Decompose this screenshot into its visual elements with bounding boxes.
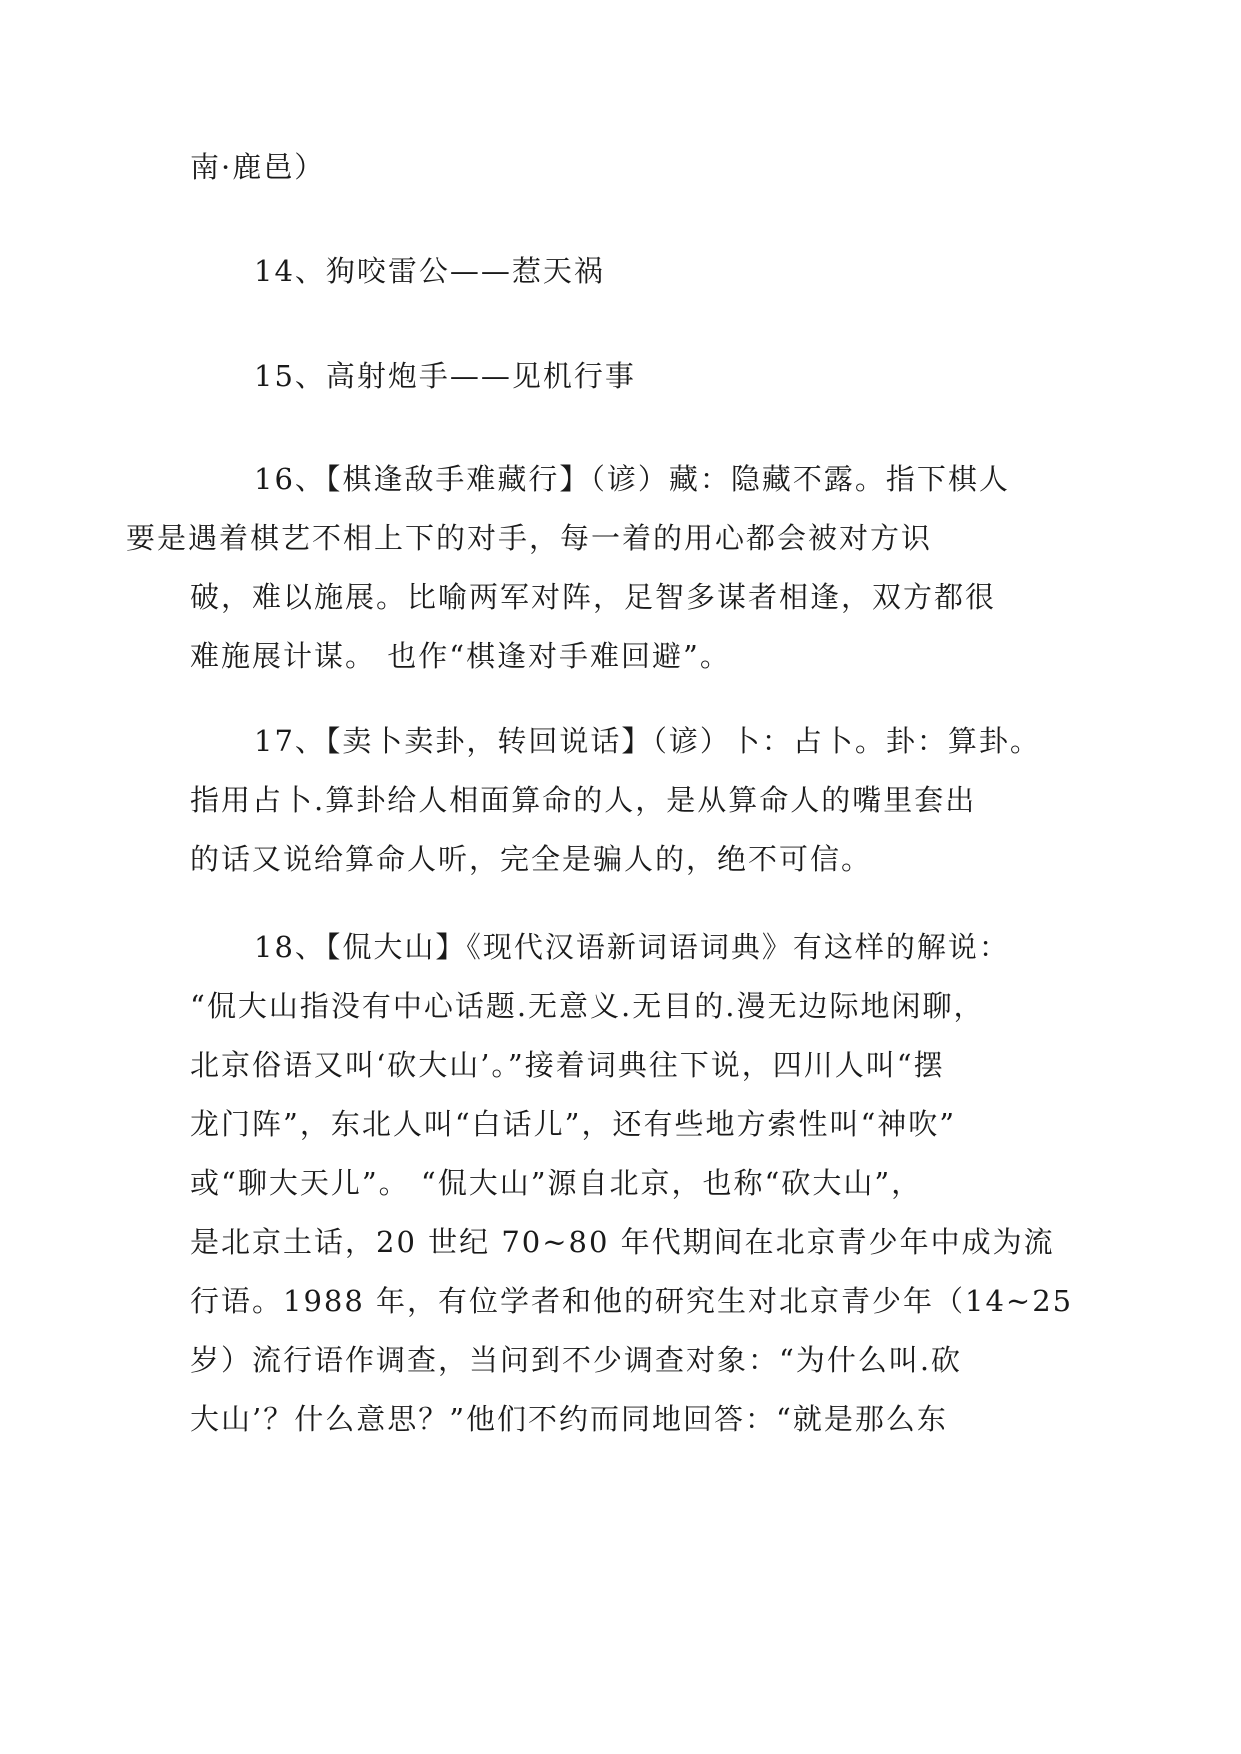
paragraph: [190, 138, 1060, 197]
text-line: 16、【棋逢敌手难藏行】（谚）藏：隐藏不露。指下棋人: [254, 462, 1010, 496]
text-line: 南·鹿邑）: [190, 150, 326, 184]
paragraph-item-18: [190, 918, 1074, 1449]
text-line: “侃大山指没有中心话题.无意义.无目的.漫无边际地闲聊，: [190, 989, 985, 1023]
text-line: 北京俗语又叫‘砍大山’。”接着词典往下说，四川人叫“摆: [190, 1048, 945, 1082]
paragraph-item-16: [126, 450, 1060, 686]
text-line: 的话又说给算命人听，完全是骗人的，绝不可信。: [190, 842, 873, 876]
text-line: 15、高射炮手——见机行事: [254, 359, 636, 393]
text-line: 行语。1988 年，有位学者和他的研究生对北京青少年（14~25: [190, 1284, 1074, 1318]
text-line: 指用占卜.算卦给人相面算命的人，是从算命人的嘴里套出: [190, 783, 977, 817]
paragraph: [126, 450, 1060, 686]
paragraph-item-17: [190, 712, 1060, 889]
text-line: 大山’？什么意思？”他们不约而同地回答：“就是那么东: [190, 1402, 948, 1436]
text-line: 破，难以施展。比喻两军对阵，足智多谋者相逢，双方都很: [190, 580, 997, 614]
text-line: 是北京土话，20 世纪 70~80 年代期间在北京青少年中成为流: [190, 1225, 1055, 1259]
text-line: 或“聊大天儿”。 “侃大山”源自北京，也称“砍大山”，: [190, 1166, 923, 1200]
paragraph: [190, 242, 1060, 301]
text-line: 要是遇着棋艺不相上下的对手，每一着的用心都会被对方识: [126, 521, 933, 555]
paragraph-item-15: [190, 347, 1060, 406]
paragraph: [190, 347, 1060, 406]
paragraph-continuation: [190, 138, 1060, 197]
paragraph: [190, 712, 1060, 889]
text-line: 17、【卖卜卖卦，转回说话】（谚）卜：占卜。卦：算卦。: [254, 724, 1041, 758]
paragraph-item-14: [190, 242, 1060, 301]
paragraph: [190, 918, 1074, 1449]
text-line: 难施展计谋。 也作“棋逢对手难回避”。: [190, 639, 731, 673]
text-line: 14、狗咬雷公——惹天祸: [254, 254, 605, 288]
text-line: 龙门阵”，东北人叫“白话儿”，还有些地方索性叫“神吹”: [190, 1107, 957, 1141]
text-line: 岁）流行语作调查，当问到不少调查对象：“为什么叫.砍: [190, 1343, 963, 1377]
text-line: 18、【侃大山】《现代汉语新词语词典》有这样的解说：: [254, 930, 1010, 964]
